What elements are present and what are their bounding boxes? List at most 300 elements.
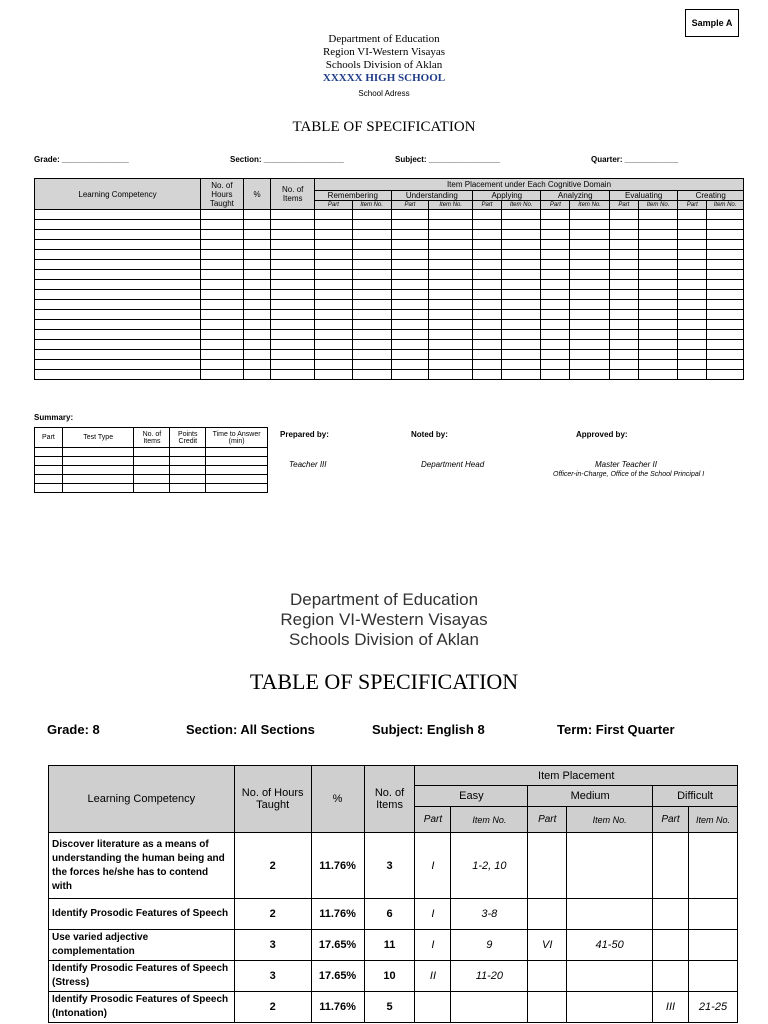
blank-cell	[570, 230, 610, 240]
blank-cell	[35, 350, 201, 360]
blank-cell	[315, 260, 353, 270]
difficult-items-cell	[688, 930, 737, 961]
summary-blank-row	[35, 466, 268, 475]
blank-cell	[271, 350, 315, 360]
grade-field-1: Grade: _______________	[34, 155, 129, 164]
blank-cell	[243, 260, 271, 270]
blank-cell	[473, 370, 502, 380]
blank-cell	[570, 220, 610, 230]
blank-cell	[35, 370, 201, 380]
blank-cell	[315, 230, 353, 240]
summary-blank-cell	[170, 466, 206, 475]
blank-cell	[391, 280, 429, 290]
item-no-subheader: Item No.	[638, 201, 678, 210]
blank-cell	[501, 210, 541, 220]
blank-cell	[541, 250, 570, 260]
blank-cell	[315, 250, 353, 260]
items-header: No. of Items	[271, 179, 315, 210]
blank-cell	[35, 340, 201, 350]
summary-label: Summary:	[34, 413, 74, 422]
blank-cell	[315, 280, 353, 290]
dept-name-1: Department of Education	[328, 33, 440, 45]
easy-part-cell: I	[415, 899, 451, 930]
table-row	[49, 992, 738, 1023]
blank-cell	[570, 370, 610, 380]
blank-cell	[391, 260, 429, 270]
blank-cell	[609, 250, 638, 260]
blank-cell	[271, 370, 315, 380]
blank-cell	[315, 320, 353, 330]
blank-cell	[707, 340, 744, 350]
summary-blank-row	[35, 484, 268, 493]
blank-cell	[501, 300, 541, 310]
item-no-subheader: Item No.	[429, 201, 473, 210]
blank-cell	[429, 260, 473, 270]
blank-cell	[352, 270, 391, 280]
blank-cell	[570, 340, 610, 350]
summary-blank-cell	[62, 466, 134, 475]
division-name-2: Schools Division of Aklan	[289, 630, 479, 649]
level-difficult: Difficult	[653, 786, 738, 807]
level-medium: Medium	[528, 786, 653, 807]
blank-cell	[609, 340, 638, 350]
blank-cell	[35, 330, 201, 340]
summary-blank-cell	[35, 448, 63, 457]
blank-cell	[707, 300, 744, 310]
blank-cell	[707, 260, 744, 270]
blank-cell	[243, 360, 271, 370]
blank-cell	[473, 330, 502, 340]
summary-blank-row	[35, 448, 268, 457]
blank-cell	[638, 360, 678, 370]
blank-cell	[501, 220, 541, 230]
summary-blank-cell	[206, 475, 268, 484]
blank-row	[35, 350, 744, 360]
summary-blank-cell	[134, 457, 170, 466]
blank-cell	[243, 310, 271, 320]
prepared-by-name: Teacher III	[289, 460, 327, 469]
blank-cell	[501, 340, 541, 350]
school-name: XXXXX HIGH SCHOOL	[322, 72, 446, 84]
blank-cell	[609, 330, 638, 340]
title-1: TABLE OF SPECIFICATION	[292, 119, 476, 135]
summary-blank-cell	[134, 466, 170, 475]
blank-cell	[201, 270, 244, 280]
blank-cell	[35, 320, 201, 330]
percent-cell: 17.65%	[311, 961, 364, 992]
table-row	[49, 930, 738, 961]
blank-cell	[391, 330, 429, 340]
table-row	[49, 833, 738, 899]
blank-cell	[678, 210, 707, 220]
blank-cell	[35, 280, 201, 290]
easy-items-cell: 1-2, 10	[451, 833, 528, 899]
blank-cell	[271, 280, 315, 290]
summary-blank-cell	[170, 457, 206, 466]
blank-cell	[541, 350, 570, 360]
blank-cell	[678, 280, 707, 290]
blank-cell	[271, 320, 315, 330]
summary-blank-cell	[170, 448, 206, 457]
blank-cell	[271, 250, 315, 260]
part-subheader: Part	[315, 201, 353, 210]
blank-cell	[678, 350, 707, 360]
blank-cell	[429, 300, 473, 310]
difficult-part-cell	[653, 899, 689, 930]
hours-cell: 2	[234, 833, 311, 899]
blank-cell	[391, 360, 429, 370]
medium-part-cell: VI	[528, 930, 567, 961]
blank-cell	[243, 240, 271, 250]
approved-by-label: Approved by:	[576, 430, 628, 439]
competency-cell: Identify Prosodic Features of Speech (Intonation)	[49, 992, 235, 1023]
blank-cell	[352, 340, 391, 350]
blank-cell	[541, 220, 570, 230]
blank-cell	[678, 340, 707, 350]
blank-cell	[352, 230, 391, 240]
blank-cell	[473, 290, 502, 300]
items-cell: 3	[364, 833, 415, 899]
blank-row	[35, 290, 744, 300]
blank-cell	[570, 240, 610, 250]
blank-cell	[35, 210, 201, 220]
blank-cell	[35, 250, 201, 260]
blank-cell	[201, 260, 244, 270]
blank-cell	[609, 350, 638, 360]
blank-cell	[707, 330, 744, 340]
blank-cell	[638, 320, 678, 330]
blank-cell	[570, 360, 610, 370]
blank-cell	[352, 350, 391, 360]
hours-cell: 2	[234, 899, 311, 930]
difficult-part-cell: III	[653, 992, 689, 1023]
blank-cell	[429, 280, 473, 290]
blank-cell	[271, 240, 315, 250]
blank-cell	[609, 270, 638, 280]
blank-row	[35, 240, 744, 250]
blank-cell	[678, 230, 707, 240]
percent-cell: 17.65%	[311, 930, 364, 961]
blank-cell	[638, 350, 678, 360]
section-field-2: Section: All Sections	[186, 722, 315, 737]
blank-cell	[391, 250, 429, 260]
blank-cell	[243, 270, 271, 280]
blank-cell	[391, 220, 429, 230]
blank-cell	[609, 260, 638, 270]
blank-cell	[201, 210, 244, 220]
domain-understanding: Understanding	[391, 191, 473, 201]
learning-competency-header: Learning Competency	[35, 179, 201, 210]
blank-cell	[609, 300, 638, 310]
blank-cell	[352, 330, 391, 340]
part-subheader: Part	[678, 201, 707, 210]
blank-cell	[570, 330, 610, 340]
summary-blank-cell	[206, 484, 268, 493]
blank-cell	[243, 320, 271, 330]
summary-header-test-type: Test Type	[62, 428, 134, 448]
hours-cell: 3	[234, 930, 311, 961]
medium-items-cell	[567, 992, 653, 1023]
blank-cell	[271, 290, 315, 300]
blank-cell	[35, 270, 201, 280]
blank-cell	[429, 230, 473, 240]
blank-cell	[541, 300, 570, 310]
blank-cell	[501, 350, 541, 360]
item-no-subheader: Item No.	[707, 201, 744, 210]
items-header-2: No. of Items	[364, 766, 415, 833]
blank-cell	[609, 230, 638, 240]
hours-header-2: No. of Hours Taught	[234, 766, 311, 833]
blank-row	[35, 300, 744, 310]
summary-blank-cell	[62, 448, 134, 457]
blank-cell	[352, 250, 391, 260]
blank-cell	[541, 310, 570, 320]
blank-cell	[570, 310, 610, 320]
blank-cell	[243, 300, 271, 310]
blank-cell	[201, 230, 244, 240]
easy-items-cell	[451, 992, 528, 1023]
part-subheader-2: Part	[653, 807, 689, 833]
blank-cell	[429, 340, 473, 350]
noted-by-name: Department Head	[421, 460, 485, 469]
summary-blank-cell	[35, 475, 63, 484]
blank-cell	[352, 260, 391, 270]
blank-cell	[271, 210, 315, 220]
medium-items-cell	[567, 899, 653, 930]
blank-cell	[243, 250, 271, 260]
blank-cell	[501, 290, 541, 300]
blank-cell	[501, 230, 541, 240]
item-no-subheader: Item No.	[501, 201, 541, 210]
blank-cell	[473, 210, 502, 220]
summary-blank-cell	[134, 484, 170, 493]
blank-cell	[541, 260, 570, 270]
item-no-subheader-2: Item No.	[451, 807, 528, 833]
blank-cell	[201, 360, 244, 370]
blank-cell	[429, 240, 473, 250]
blank-cell	[429, 330, 473, 340]
summary-blank-row	[35, 457, 268, 466]
blank-cell	[707, 280, 744, 290]
subject-field-2: Subject: English 8	[372, 722, 485, 737]
blank-cell	[473, 360, 502, 370]
blank-row	[35, 310, 744, 320]
grade-field-2: Grade: 8	[47, 722, 100, 737]
blank-cell	[570, 250, 610, 260]
blank-row	[35, 260, 744, 270]
division-name-1: Schools Division of Aklan	[325, 59, 443, 71]
blank-cell	[609, 320, 638, 330]
blank-cell	[429, 360, 473, 370]
blank-cell	[501, 370, 541, 380]
domain-evaluating: Evaluating	[609, 191, 677, 201]
blank-cell	[638, 230, 678, 240]
medium-items-cell	[567, 961, 653, 992]
blank-cell	[315, 290, 353, 300]
blank-cell	[678, 360, 707, 370]
spec-table-blank	[34, 178, 744, 380]
blank-cell	[271, 220, 315, 230]
difficult-items-cell	[688, 833, 737, 899]
blank-cell	[678, 260, 707, 270]
item-no-subheader-2: Item No.	[567, 807, 653, 833]
blank-cell	[201, 280, 244, 290]
blank-cell	[638, 250, 678, 260]
blank-cell	[707, 240, 744, 250]
blank-cell	[391, 350, 429, 360]
blank-row	[35, 220, 744, 230]
easy-part-cell: I	[415, 833, 451, 899]
blank-cell	[609, 290, 638, 300]
items-cell: 5	[364, 992, 415, 1023]
blank-cell	[473, 270, 502, 280]
region-name-2: Region VI-Western Visayas	[280, 610, 488, 629]
competency-cell: Use varied adjective complementation	[49, 930, 235, 961]
blank-cell	[35, 290, 201, 300]
approved-by-name: Master Teacher II	[595, 460, 657, 469]
summary-blank-cell	[62, 484, 134, 493]
part-subheader: Part	[391, 201, 429, 210]
blank-cell	[315, 270, 353, 280]
summary-blank-cell	[134, 475, 170, 484]
blank-cell	[678, 270, 707, 280]
blank-cell	[678, 330, 707, 340]
blank-cell	[501, 360, 541, 370]
blank-cell	[201, 290, 244, 300]
blank-row	[35, 230, 744, 240]
blank-cell	[391, 210, 429, 220]
easy-part-cell: I	[415, 930, 451, 961]
blank-cell	[429, 270, 473, 280]
blank-row	[35, 210, 744, 220]
summary-blank-cell	[35, 484, 63, 493]
summary-blank-cell	[206, 466, 268, 475]
blank-cell	[473, 320, 502, 330]
competency-cell: Identify Prosodic Features of Speech (Stress)	[49, 961, 235, 992]
sample-label: Sample A	[685, 9, 739, 37]
blank-cell	[638, 270, 678, 280]
blank-cell	[473, 340, 502, 350]
table-row	[49, 961, 738, 992]
blank-cell	[315, 360, 353, 370]
hours-header: No. of Hours Taught	[201, 179, 244, 210]
blank-cell	[429, 320, 473, 330]
summary-blank-cell	[134, 448, 170, 457]
blank-cell	[473, 350, 502, 360]
difficult-part-cell	[653, 833, 689, 899]
blank-row	[35, 360, 744, 370]
easy-part-cell: II	[415, 961, 451, 992]
easy-items-cell: 11-20	[451, 961, 528, 992]
blank-cell	[638, 310, 678, 320]
blank-cell	[609, 370, 638, 380]
blank-cell	[243, 210, 271, 220]
blank-cell	[352, 310, 391, 320]
term-field-2: Term: First Quarter	[557, 722, 675, 737]
blank-cell	[638, 260, 678, 270]
blank-cell	[35, 360, 201, 370]
blank-cell	[35, 310, 201, 320]
blank-cell	[352, 220, 391, 230]
blank-cell	[473, 230, 502, 240]
blank-cell	[201, 350, 244, 360]
blank-cell	[541, 290, 570, 300]
blank-cell	[473, 220, 502, 230]
blank-cell	[570, 350, 610, 360]
blank-cell	[570, 300, 610, 310]
blank-cell	[678, 290, 707, 300]
summary-blank-cell	[170, 484, 206, 493]
summary-blank-cell	[62, 475, 134, 484]
blank-cell	[707, 360, 744, 370]
blank-cell	[391, 340, 429, 350]
blank-cell	[541, 230, 570, 240]
summary-blank-cell	[35, 457, 63, 466]
medium-items-cell: 41-50	[567, 930, 653, 961]
blank-cell	[315, 350, 353, 360]
competency-cell: Discover literature as a means of understanding the human being and the forces he/she has to contend with	[49, 833, 235, 899]
placement-header: Item Placement under Each Cognitive Domain	[315, 179, 744, 191]
blank-cell	[473, 310, 502, 320]
easy-items-cell: 3-8	[451, 899, 528, 930]
blank-row	[35, 340, 744, 350]
part-subheader-2: Part	[528, 807, 567, 833]
blank-cell	[201, 250, 244, 260]
blank-cell	[243, 350, 271, 360]
blank-cell	[201, 240, 244, 250]
percent-header-2: %	[311, 766, 364, 833]
title-2: TABLE OF SPECIFICATION	[249, 669, 519, 694]
blank-cell	[541, 340, 570, 350]
blank-cell	[473, 240, 502, 250]
blank-cell	[570, 210, 610, 220]
blank-cell	[570, 280, 610, 290]
blank-cell	[352, 280, 391, 290]
blank-row	[35, 250, 744, 260]
level-easy: Easy	[415, 786, 528, 807]
blank-cell	[678, 220, 707, 230]
blank-cell	[609, 280, 638, 290]
blank-cell	[541, 280, 570, 290]
blank-cell	[473, 280, 502, 290]
medium-part-cell	[528, 992, 567, 1023]
blank-cell	[271, 260, 315, 270]
part-subheader: Part	[609, 201, 638, 210]
blank-cell	[541, 240, 570, 250]
blank-cell	[638, 280, 678, 290]
blank-cell	[678, 250, 707, 260]
blank-cell	[315, 240, 353, 250]
blank-cell	[501, 250, 541, 260]
blank-cell	[609, 210, 638, 220]
school-address: School Adress	[358, 89, 410, 98]
blank-cell	[707, 310, 744, 320]
summary-blank-cell	[206, 457, 268, 466]
medium-part-cell	[528, 833, 567, 899]
blank-cell	[391, 370, 429, 380]
blank-cell	[391, 290, 429, 300]
blank-cell	[678, 310, 707, 320]
quarter-field-1: Quarter: ____________	[591, 155, 679, 164]
medium-part-cell	[528, 961, 567, 992]
blank-cell	[501, 240, 541, 250]
blank-cell	[501, 310, 541, 320]
blank-cell	[201, 320, 244, 330]
domain-analyzing: Analyzing	[541, 191, 609, 201]
blank-cell	[35, 220, 201, 230]
blank-cell	[638, 210, 678, 220]
item-no-subheader: Item No.	[352, 201, 391, 210]
